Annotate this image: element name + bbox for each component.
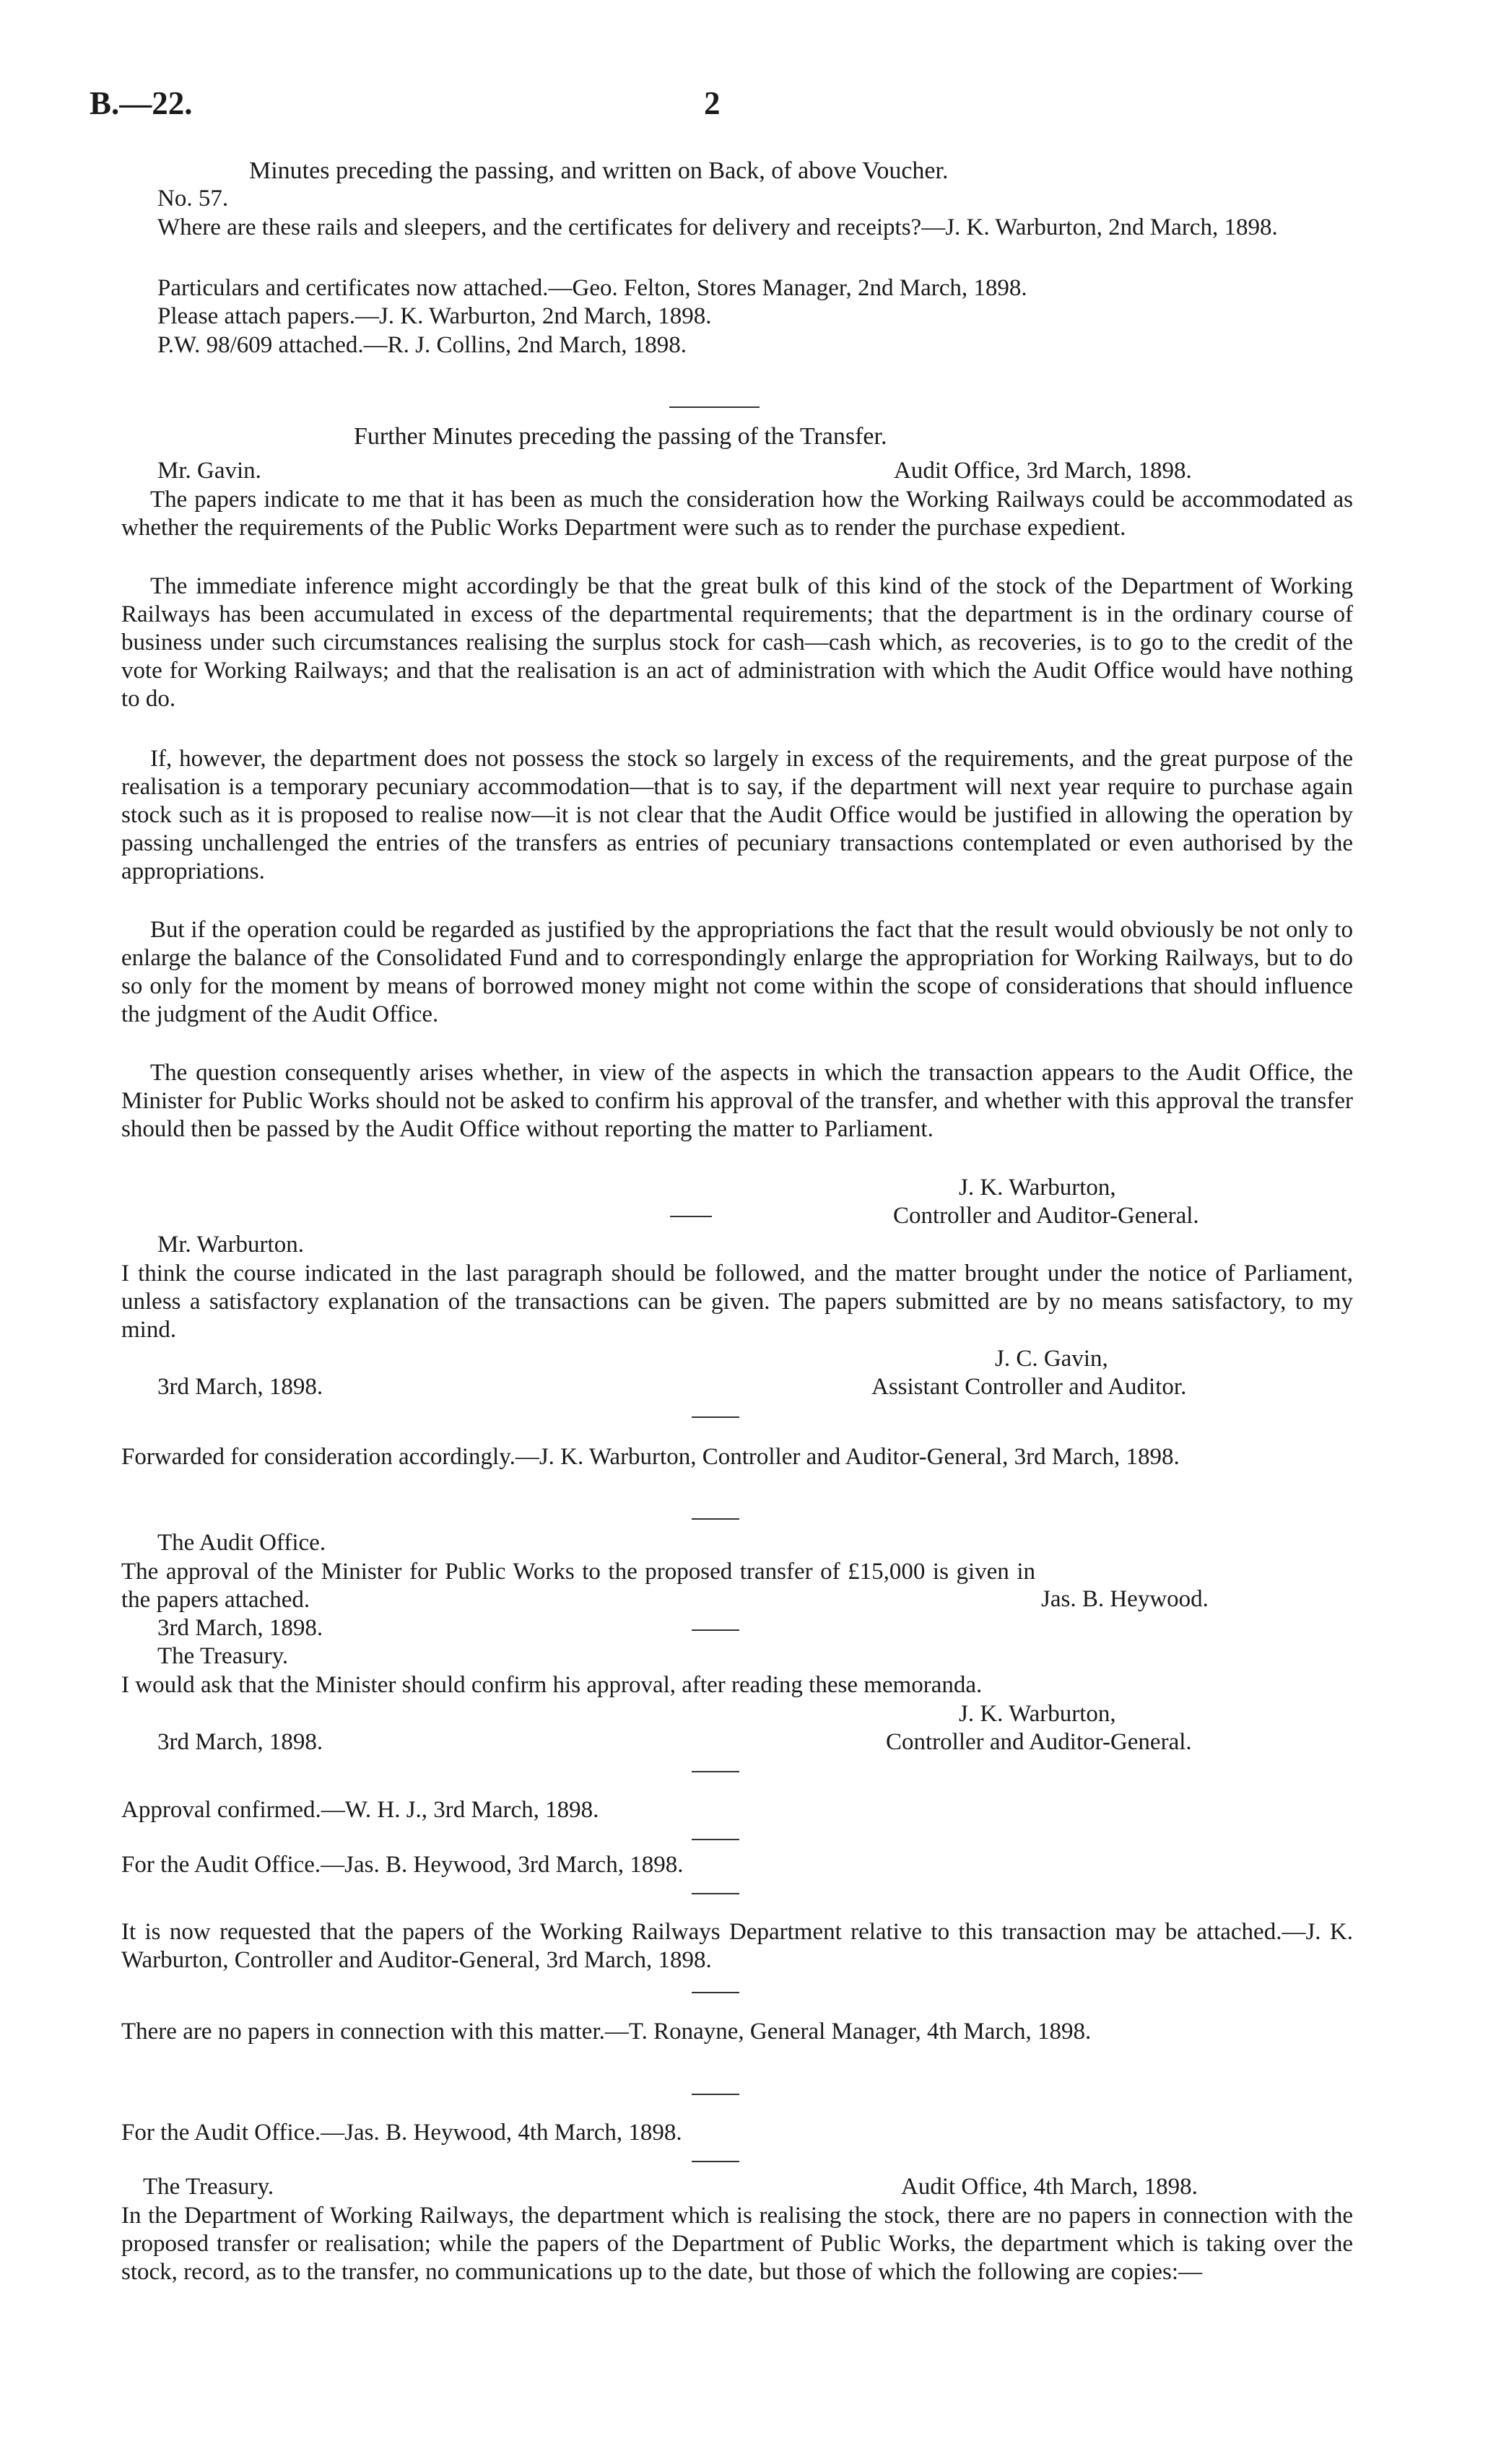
section-divider [692, 1416, 739, 1418]
minister-date: 3rd March, 1898. [157, 1615, 323, 1641]
memo-paragraph: The papers indicate to me that it has been as much the consideration how the Working Railways could be accommodated as whether the requirements of the Public Works Department were such as to render the purchase expedient. [121, 487, 1353, 541]
no-papers-minute: There are no papers in connection with this matter.—T. Ronayne, General Manager, 4th March, 1898. [121, 2019, 1092, 2045]
treasury-title: Controller and Auditor-General. [886, 1729, 1192, 1755]
section-divider [692, 1771, 739, 1772]
section-divider [669, 406, 760, 408]
section-divider [692, 1839, 739, 1840]
request-minute: It is now requested that the papers of the Working Railways Department relative to this transaction may be attached.—J. K. Warburton, Controller and Auditor-General, 3rd March, 1898. [121, 1919, 1353, 1973]
memo-paragraph: If, however, the department does not possess the stock so largely in excess of the requirements, and the great purpose of the realisation is a temporary pecuniary accommodation—that is to say, if the department will next year require to purchase again stock such as it is proposed to realise now—it is not clear that the Audit Office would be justified in allowing the operation by passing unchallenged the entries of the transfers as entries of pecuniary transactions contemplated or even authorised by the appropriations. [121, 746, 1353, 884]
memo-paragraph: The question consequently arises whether, in view of the aspects in which the transaction appears to the Audit Office, the Minister for Public Works should not be asked to confirm his approval of the transfer, and whether with this approval the transfer should then be passed by the Audit Office without reporting the matter to Parliament. [121, 1060, 1353, 1142]
attach-minute: Please attach papers.—J. K. Warburton, 2nd March, 1898. [157, 303, 712, 329]
gavin-signature: J. C. Gavin, [995, 1346, 1108, 1372]
addressee-treasury-final: The Treasury. [143, 2174, 274, 2200]
section-divider [692, 1629, 739, 1631]
treasury-minute-text: I would ask that the Minister should confirm his approval, after reading these memoranda. [121, 1672, 983, 1698]
voucher-minutes-title: Minutes preceding the passing, and written on Back, of above Voucher. [249, 157, 949, 184]
minister-approval-text: The approval of the Minister for Public Works to the proposed transfer of £15,000 is given in the papers attached. [121, 1559, 1035, 1613]
section-divider [692, 1893, 739, 1894]
addressee-warburton: Mr. Warburton. [157, 1232, 304, 1258]
for-audit-office-1: For the Audit Office.—Jas. B. Heywood, 3rd March, 1898. [121, 1852, 684, 1878]
signature-dash [670, 1216, 712, 1217]
section-divider [692, 1992, 739, 1993]
gavin-title: Assistant Controller and Auditor. [871, 1374, 1187, 1400]
audit-office-date: Audit Office, 3rd March, 1898. [894, 458, 1192, 484]
series-number: B.—22. [90, 85, 193, 121]
memo-paragraph: The immediate inference might accordingly be that the great bulk of this kind of the stock of the Department of Working Railways has been accumulated in excess of the departmental requirements; that the department is in the ordinary course of business under such circumstances realising the surplus stock for cash—cash which, as recoveries, is to go to the credit of the vote for Working Railways; and that the realisation is an act of administration with which the Audit Office would have nothing to do. [121, 573, 1353, 712]
treasury-date: 3rd March, 1898. [157, 1729, 323, 1755]
final-memo-text: In the Department of Working Railways, the department which is realising the stock, there are no papers in connection with the proposed transfer or realisation; while the papers of the Department of Public Works, the department which is taking over the stock, record, as to the transfer, no communications up to the date, but those of which the following are copies:— [121, 2203, 1353, 2285]
memo-paragraph: But if the operation could be regarded as justified by the appropriations the fact that the result would obviously be not only to enlarge the balance of the Consolidated Fund and to correspondingly enlarge the appropriation for Working Railways, but to do so only for the moment by means of borrowed money might not come within the scope of considerations that should influence the judgment of the Audit Office. [121, 917, 1353, 1027]
heywood-signature: Jas. B. Heywood. [1041, 1586, 1209, 1612]
section-divider [692, 1518, 739, 1520]
voucher-number: No. 57. [157, 186, 229, 212]
addressee-gavin: Mr. Gavin. [157, 458, 261, 484]
for-audit-office-2: For the Audit Office.—Jas. B. Heywood, 4th March, 1898. [121, 2120, 682, 2146]
addressee-audit-office: The Audit Office. [157, 1530, 326, 1556]
addressee-treasury: The Treasury. [157, 1643, 289, 1669]
final-audit-office-date: Audit Office, 4th March, 1898. [901, 2174, 1198, 2200]
forwarded-minute: Forwarded for consideration accordingly.—J. K. Warburton, Controller and Auditor-General, 3rd March, 1898. [121, 1444, 1180, 1470]
gavin-minute-text: I think the course indicated in the last paragraph should be followed, and the matter brought under the notice of Parliament, unless a satisfactory explanation of the transactions can be given. The papers submitted are by no means satisfactory, to my mind. [121, 1261, 1353, 1343]
felton-minute: Particulars and certificates now attached.—Geo. Felton, Stores Manager, 2nd March, 1898. [157, 275, 1027, 301]
approval-confirmed: Approval confirmed.—W. H. J., 3rd March, 1898. [121, 1797, 599, 1823]
section-divider [692, 2161, 739, 2162]
further-minutes-title: Further Minutes preceding the passing of the Transfer. [354, 423, 887, 450]
query-minute: Where are these rails and sleepers, and the certificates for delivery and receipts?—J. K. Warburton, 2nd March, 1898. [157, 214, 1278, 240]
page-number: 2 [704, 85, 721, 121]
warburton-signature: J. K. Warburton, [959, 1175, 1116, 1201]
gavin-date: 3rd March, 1898. [157, 1374, 323, 1400]
treasury-signature: J. K. Warburton, [959, 1701, 1116, 1727]
pw-minute: P.W. 98/609 attached.—R. J. Collins, 2nd March, 1898. [157, 332, 687, 358]
warburton-title: Controller and Auditor-General. [893, 1203, 1199, 1229]
section-divider [692, 2094, 739, 2095]
